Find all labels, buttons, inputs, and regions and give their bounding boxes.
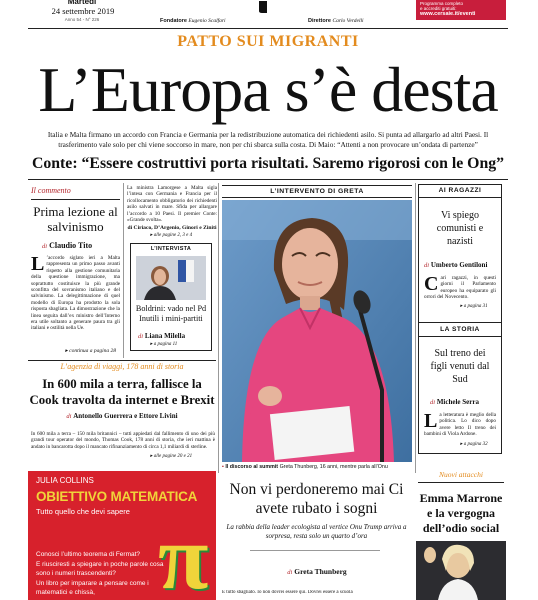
cook-headline: In 600 mila a terra, fallisce la Cook travolta da internet e Brexit [29, 377, 215, 407]
brief-pages[interactable]: ▸ alle pagine 2, 3 e 4 [150, 233, 193, 238]
storia-label: LA STORIA [440, 326, 480, 333]
marrone-headline: Emma Marrone e la vergogna dell’odio social [419, 491, 503, 535]
marrone-photo [416, 541, 506, 600]
masthead-director: Direttore Carlo Verdelli [308, 18, 364, 24]
cook-authors: di Antonello Guerrera e Ettore Livini [66, 412, 178, 420]
masthead-logo-stub [253, 0, 273, 12]
ai-ragazzi-rule [418, 197, 502, 198]
commento-title: Prima lezione al salvinismo [33, 204, 118, 234]
ad-subtitle: Tutto quello che devi sapere [36, 507, 130, 516]
promo-line1: Programma completo [420, 1, 464, 6]
marrone-rule [418, 482, 504, 483]
lead-headline: L’Europa s’è desta [38, 54, 498, 125]
ad-q1: Conosci l’ultimo teorema di Fermat? [36, 551, 141, 558]
promo-url: www.cersaie.it/eventi [420, 11, 476, 17]
math-ad[interactable] [28, 471, 216, 600]
greta-caption: ▪ Il discorso al summit Greta Thunberg, 16 anni, mentre parla all’Onu [222, 464, 388, 470]
ai-ragazzi-page[interactable]: ▸ a pagina 31 [460, 304, 488, 309]
greta-label-rule [222, 197, 412, 198]
storia-title: Sul treno dei figli venuti dal Sud [430, 348, 490, 385]
masthead-day: Martedì [67, 0, 97, 6]
ai-ragazzi-label: AI RAGAZZI [438, 187, 482, 194]
ad-q2: E riusciresti a spiegare in poche parole cosa sono i numeri trascendenti? [36, 561, 164, 577]
cook-body: In 600 mila a terra – 150 mila britannici – tutti appiedati dal fallimento di uno dei più grandi tour operator del mondo, Thomas Cook, 178 anni di storia, che ieri mattina è andato in bancarotta dopo il mancato rifinanziamento di circa 1,1 miliardi di sterline. [31, 431, 215, 450]
greta-deck: La rabbia della leader ecologista al vertice Onu Trump arriva a sorpresa, resta solo un quarto d’ora [226, 523, 407, 540]
promo-box[interactable] [416, 0, 506, 20]
masthead-date: 24 settembre 2019 [51, 6, 115, 16]
brief-authors: di Ciriaco, D’Argenio, Ginori e Ziniti [127, 225, 217, 231]
greta-deck-rule [250, 550, 380, 551]
storia-rule [418, 336, 502, 337]
intervista-label: L’INTERVISTA [150, 246, 192, 252]
ad-author: JULIA COLLINS [36, 476, 94, 485]
commento-label: Il commento [31, 186, 71, 195]
greta-label: L’INTERVENTO DI GRETA [270, 188, 364, 195]
ai-ragazzi-body: Cari ragazzi, in questi giorni il Parlamento europeo ha equiparato gli orrori del Novecento. [424, 273, 496, 301]
col2-divider [218, 183, 219, 473]
greta-photo [222, 200, 412, 462]
masthead-rule [28, 28, 508, 29]
storia-page[interactable]: ▸ a pagina 32 [460, 442, 488, 447]
col3-divider [415, 183, 416, 473]
storia-body: La letteratura è meglio della politica. Lo dico dopo avere letto Il treno dei bambini di Viola Ardone. [424, 410, 496, 438]
ai-ragazzi-title: Vi spiego comunisti e nazisti [436, 210, 484, 247]
greta-author: di Greta Thunberg [287, 567, 347, 576]
greta-body-start: È tutto sbagliato. Io non dovrei essere qui. Dovrei essere a scuola [222, 590, 353, 595]
storia-top-rule [418, 322, 502, 323]
intervista-author: di Liana Milella [138, 332, 186, 340]
intervista-page[interactable]: ▸ a pagina 11 [150, 342, 178, 347]
masthead-issue: Anno 54 - N° 226 [64, 17, 100, 22]
storia-author: di Michele Serra [430, 398, 479, 406]
lead-standfirst: Italia e Malta firmano un accordo con Francia e Germania per la redistribuzione automatica dei richiedenti asilo. Si punta ad allargarlo ad altri Paesi. Il trasferimento vale solo per chi viene soccorso in mare, non per chi sbarca sulla costa. Di Maio: “Attenti a non provocare un’ondata di partenze” [47, 130, 489, 149]
commento-label-rule [31, 199, 120, 200]
ai-ragazzi-author: di Umberto Gentiloni [424, 261, 488, 269]
greta-headline: Non vi perdoneremo mai Ci avete rubato i sogni [229, 481, 404, 517]
boldrini-photo [136, 256, 206, 300]
cook-pages[interactable]: ▸ alle pagine 20 e 21 [150, 454, 193, 459]
ad-q3: Un libro per imparare a pensare come i matematici e chissà, [36, 580, 149, 596]
commento-continues[interactable]: ▸ continua a pagina 28 [65, 348, 117, 354]
greta-top-rule [222, 185, 412, 186]
intervista-title: Boldrini: vado nel Pd Inutili i mini-partiti [135, 304, 207, 323]
promo-line2: e accrediti gratuiti: [420, 6, 457, 11]
commento-body: L ’accordo siglato ieri a Malta rappresenta un primo passo avanti rispetto alla gestione comunitaria della questione immigrazione, ma soprattutto costituisce la più grande sconfitta del sovranismo italiano e del salvinismo. La delegittimazione di quel modello di Europa ha prodotto la sola risposta sbagliata. La dimostrazione che la linea seguita dall’ex ministro dell’Interno era utile soltanto a generare paura tra gli italiani e ostilità nella Ue. [31, 253, 120, 332]
col1-divider [123, 183, 124, 358]
brief-body: La ministra Lamorgese a Malta siglа l’intesa con Germania e Francia per il ricollocamento obbligatorio dei richiedenti asilo salvati in mare. Sfida per allargare l’accordo a 10 Paesi. Il premier Conte: «Grande svolta». [127, 185, 217, 224]
lead-kicker: PATTO SUI MIGRANTI [177, 33, 359, 50]
pi-glyph: π [158, 506, 209, 600]
lead-rule [28, 179, 508, 180]
masthead-founder: Fondatore Eugenio Scalfari [160, 18, 226, 24]
ad-title: OBIETTIVO MATEMATICA [36, 489, 198, 504]
cook-top-rule [28, 360, 216, 361]
marrone-kicker: Nuovi attacchi [439, 470, 483, 479]
commento-author: di Claudio Tito [42, 241, 93, 250]
lead-subhead: Conte: “Essere costruttivi porta risultati. Saremo rigorosi con le Ong” [31, 155, 505, 172]
cook-kicker: L’agenzia di viaggi, 178 anni di storia [60, 362, 184, 371]
